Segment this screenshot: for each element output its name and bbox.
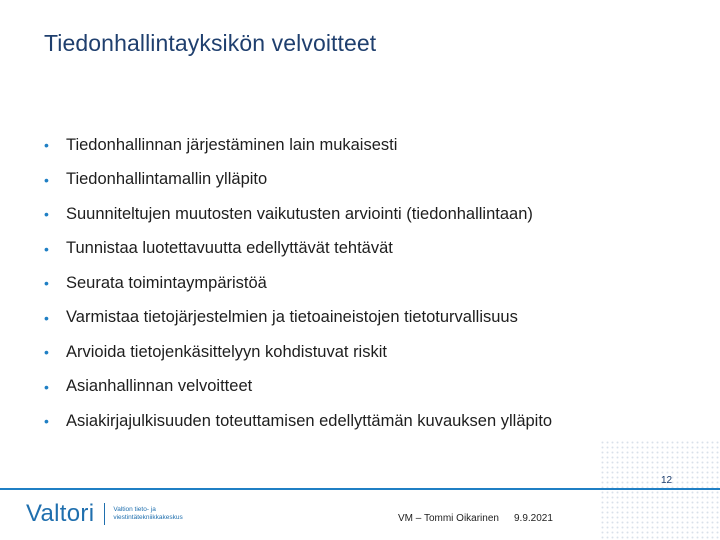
bullet-icon: • bbox=[44, 344, 49, 361]
bullet-item bbox=[44, 197, 552, 232]
footer-date: 9.9.2021 bbox=[514, 513, 553, 524]
bullet-item bbox=[44, 404, 552, 439]
logo-wordmark: Valtori bbox=[26, 500, 95, 527]
dot-pattern-decoration bbox=[600, 440, 720, 540]
logo-divider bbox=[104, 503, 105, 525]
bullet-text: Tunnistaa luotettavuutta edellyttävät tehtävät bbox=[66, 239, 393, 258]
bullet-text: Varmistaa tietojärjestelmien ja tietoaineistojen tietoturvallisuus bbox=[66, 308, 518, 327]
bullet-item bbox=[44, 335, 552, 370]
bullet-list bbox=[44, 128, 552, 439]
bullet-icon: • bbox=[44, 275, 49, 292]
bullet-text: Seurata toimintaympäristöä bbox=[66, 273, 267, 292]
bullet-icon: • bbox=[44, 137, 49, 154]
bullet-text: Asiakirjajulkisuuden toteuttamisen edellyttämän kuvauksen ylläpito bbox=[66, 411, 553, 430]
bullet-item bbox=[44, 370, 552, 405]
bullet-text: Asianhallinnan velvoitteet bbox=[66, 377, 253, 396]
bullet-item bbox=[44, 266, 552, 301]
footer-author: VM – Tommi Oikarinen bbox=[398, 513, 499, 524]
bullet-text: Suunniteltujen muutosten vaikutusten arviointi (tiedonhallintaan) bbox=[66, 204, 533, 223]
bullet-text: Tiedonhallintamallin ylläpito bbox=[66, 170, 268, 189]
bullet-item bbox=[44, 128, 552, 163]
bullet-item bbox=[44, 163, 552, 198]
slide-title: Tiedonhallintayksikön velvoitteet bbox=[44, 30, 377, 56]
bullet-icon: • bbox=[44, 240, 49, 257]
bullet-icon: • bbox=[44, 413, 49, 430]
bullet-icon: • bbox=[44, 309, 49, 326]
bullet-icon: • bbox=[44, 206, 49, 223]
bullet-text: Arvioida tietojenkäsittelyyn kohdistuvat riskit bbox=[66, 342, 387, 361]
logo-tagline: Valtion tieto- ja viestintätekniikkakeskus bbox=[113, 506, 183, 521]
bullet-item bbox=[44, 232, 552, 267]
page-number: 12 bbox=[661, 475, 673, 486]
valtori-logo bbox=[26, 500, 193, 528]
bullet-icon: • bbox=[44, 171, 49, 188]
bullet-text: Tiedonhallinnan järjestäminen lain mukaisesti bbox=[66, 135, 398, 154]
bullet-item bbox=[44, 301, 552, 336]
bullet-icon: • bbox=[44, 378, 49, 395]
footer-divider bbox=[0, 488, 720, 490]
